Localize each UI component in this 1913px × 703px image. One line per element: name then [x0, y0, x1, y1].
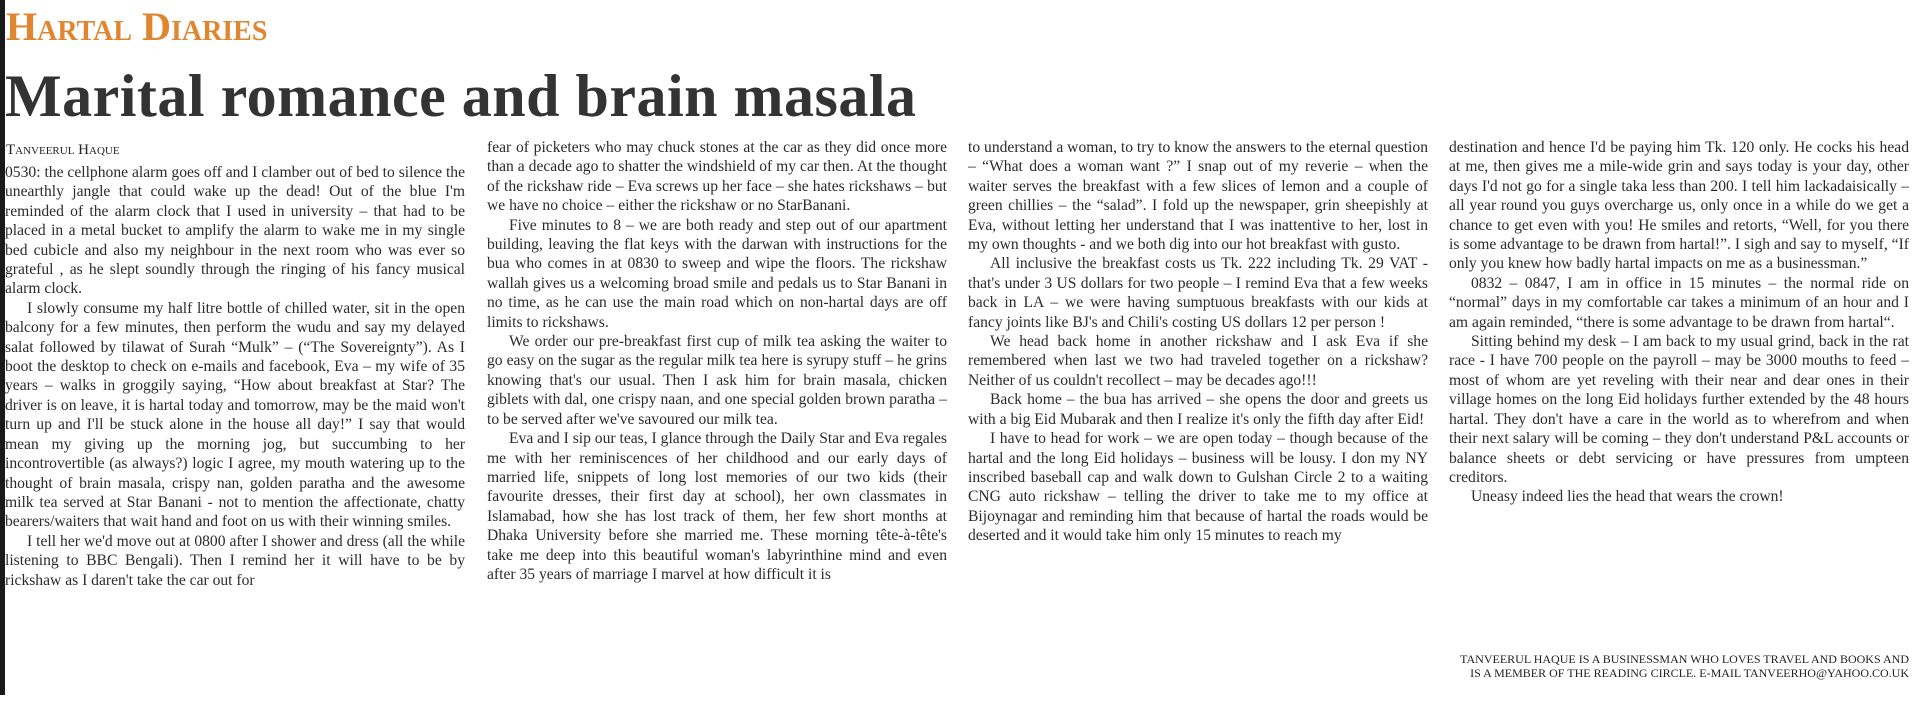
paragraph: Sitting behind my desk – I am back to my usual grind, back in the rat race - I have 700 people on the payroll – may be 3000 mouths to feed – most of whom are yet reveling with their near and dear ones in their village homes on the long Eid holidays further extended by the 48 hours hartal. They don't have a care in the world as to wherefrom and when their next salary will be coming – they don't understand P&L accounts or balance sheets or debt servicing or have pressures from umpteen creditors.: [1449, 333, 1909, 486]
paragraph: I slowly consume my half litre bottle of chilled water, sit in the open balcony for a few minutes, then perform the wudu and say my delayed salat followed by tilawat of Surah “Mulk” – (“The Sovereignty”). As I boot the desktop to check on e-mails and facebook, Eva – my wife of 35 years – walks in groggily saying, “How about breakfast at Star? The driver is on leave, it is hartal today and tomorrow, may be the maid won't turn up and I'll be stuck alone in the house all day!” I say that would mean my giving up the morning jog, but succumbing to her incontrovertible (as always?) logic I agree, my mouth watering up to the thought of brain masala, crispy nan, golden paratha and the awesome milk tea served at Star Banani - not to mention the affectionate, chatty bearers/waiters that wait hand and foot on us with their winning smiles.: [5, 299, 465, 531]
paragraph: We head back home in another rickshaw and I ask Eva if she remembered when last we two had traveled together on a rickshaw? Neither of us couldn't recollect – may be decades ago!!!: [968, 333, 1428, 389]
section-kicker: Hartal Diaries: [6, 4, 268, 49]
paragraph: Five minutes to 8 – we are both ready and step out of our apartment building, leaving the flat keys with the darwan with instructions for the bua who comes in at 0830 to sweep and wipe the floors. The rickshaw wallah gives us a welcoming broad smile and pedals us to Star Banani in no time, as he can use the main road which on non-hartal days are off limits to rickshaws.: [487, 216, 947, 331]
article-column-1: [5, 163, 465, 703]
paragraph: Uneasy indeed lies the head that wears the crown!: [1471, 488, 1784, 506]
article-column-2: [487, 138, 947, 698]
paragraph: 0832 – 0847, I am in office in 15 minutes – the normal ride on “normal” days in my comfortable car takes a minimum of an hour and I am again reminded, “there is some advantage to be drawn from hartal“.: [1449, 274, 1909, 331]
article-column-3: [968, 138, 1428, 698]
paragraph: We order our pre-breakfast first cup of milk tea asking the waiter to go easy on the sugar as the regular milk tea here is syrupy stuff – he grins knowing that's our usual. Then I ask him for brain masala, chicken giblets with dal, one crispy naan, and one special golden brown paratha – to be served after we've savoured our milk tea.: [487, 333, 947, 428]
paragraph: 0530: the cellphone alarm goes off and I clamber out of bed to silence the unearthly jangle that could wake up the dead! Out of the blue I'm reminded of the alarm clock that I used in university – that had to be placed in a metal bucket to amplify the alarm to wake me in my single bed cubicle and also my neighbour in the next room who was ever so grateful , as he slept soundly through the ringing of his fancy musical alarm clock.: [5, 164, 465, 298]
paragraph: Back home – the bua has arrived – she opens the door and greets us with a big Eid Mubarak and then I realize it's only the fifth day after Eid!: [968, 391, 1428, 428]
author-bio: TANVEERUL HAQUE IS A BUSINESSMAN WHO LOVES TRAVEL AND BOOKS AND IS A MEMBER OF THE READING CIRCLE. E-MAIL TANVEERHO@YAHOO.CO.UK: [1460, 652, 1909, 680]
paragraph: I have to head for work – we are open today – though because of the hartal and the long Eid holidays – business will be lousy. I don my NY inscribed baseball cap and walk down to Gulshan Circle 2 to a waiting CNG auto rickshaw – telling the driver to take me to my office at Bijoynagar and reminding him that because of hartal the roads would be deserted and it would take him only 15 minutes to reach my: [968, 430, 1428, 545]
paragraph: fear of picketers who may chuck stones at the car as they did once more than a decade ago to shatter the windshield of my car then. At the thought of the rickshaw ride – Eva screws up her face – she hates rickshaws – but we have no choice – either the rickshaw or no StarBanani.: [487, 139, 947, 215]
paragraph: I tell her we'd move out at 0800 after I shower and dress (all the while listening to BBC Bengali). Then I remind her it will have to be by rickshaw as I daren't take the car out for: [5, 532, 465, 589]
author-byline: Tanveerul Haque: [6, 142, 120, 158]
article-headline: Marital romance and brain masala: [5, 63, 917, 129]
paragraph: to understand a woman, to try to know the answers to the eternal question – “What does a woman want ?” I snap out of my reverie – when the waiter serves the breakfast with a few slices of lemon and a couple of green chillies – the “salad”. I fold up the newspaper, grin sheepishly at Eva, without letting her understand that I was inattentive to her, lost in my own thoughts - and we both dig into our hot breakfast with gusto.: [968, 139, 1428, 254]
paragraph: All inclusive the breakfast costs us Tk. 222 including Tk. 29 VAT - that's under 3 US dollars for two people – I remind Eva that a few weeks back in LA – we were having sumptuous breakfasts with our kids at fancy joints like BJ's and Chili's costing US dollars 12 per person !: [968, 255, 1428, 331]
paragraph: Eva and I sip our teas, I glance through the Daily Star and Eva regales me with her reminiscences of her childhood and our early days of married life, snippets of long lost memories of our two kids (their favourite dresses, their first day at school), her own classmates in Islamabad, how she has lost track of them, her few short months at Dhaka University before she married me. These morning tête-à-tête's take me deep into this beautiful woman's labyrinthine mind and even after 35 years of marriage I marvel at how difficult it is: [487, 430, 947, 583]
article-column-4: [1449, 138, 1909, 698]
paragraph: destination and hence I'd be paying him Tk. 120 only. He cocks his head at me, then gives me a mile-wide grin and says today is your day, other days I'd not go for a single taka less than 200. I tell him lackadaisically – all year round you guys overcharge us, only once in a while do we get a chance to get even with you! He smiles and retorts, “Well, for you there is some advantage to be drawn from hartal!”. I sigh and say to myself, “If only you knew how badly hartal impacts on me as a businessman.”: [1449, 139, 1909, 273]
